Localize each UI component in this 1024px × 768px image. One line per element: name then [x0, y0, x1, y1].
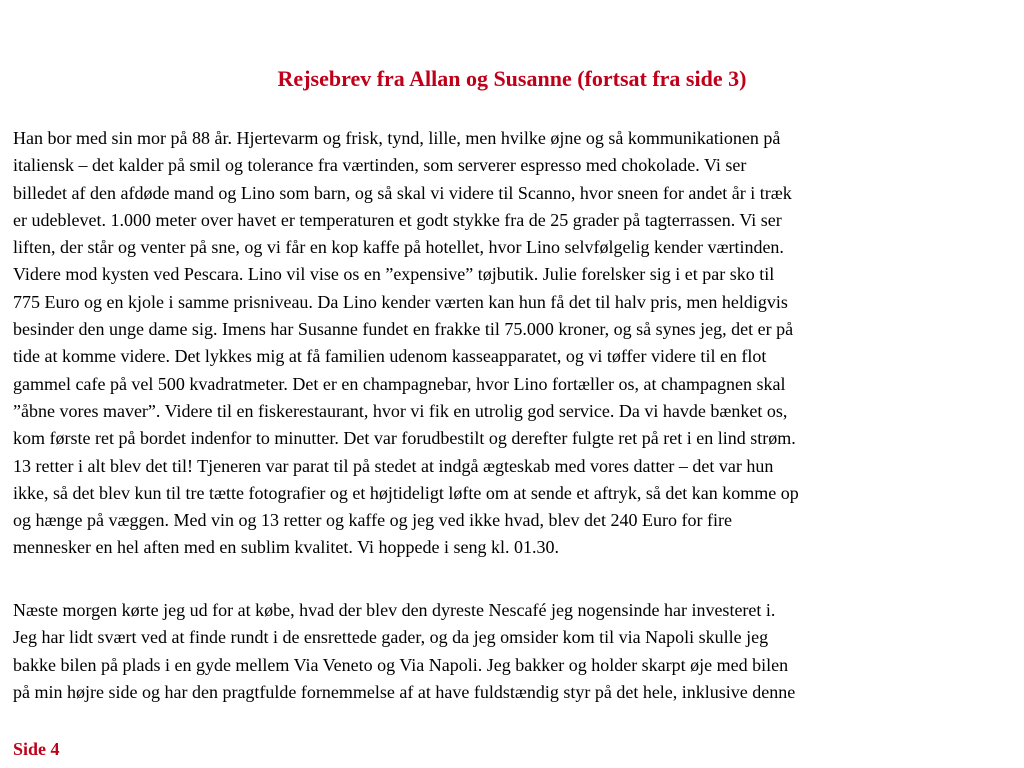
body-paragraph-1: Han bor med sin mor på 88 år. Hjertevarm og frisk, tynd, lille, men hvilke øjne og så kommunikationen på italiensk – det kalder på smil og tolerance fra værtinden, som serverer espresso med chokolade. Vi ser billedet af den afdøde mand og Lino som barn, og så skal vi videre til Scanno, hvor sneen for andet år i træk er udeblevet. 1.000 meter over havet er temperaturen et godt stykke fra de 25 grader på tagterrassen. Vi ser liften, der står og venter på sne, og vi får en kop kaffe på hotellet, hvor Lino selvfølgelig kender værtinden. Videre mod kysten ved Pescara. Lino vil vise os en ”expensive” tøjbutik. Julie forelsker sig i et par sko til 775 Euro og en kjole i samme prisniveau. Da Lino kender værten kan hun få det til halv pris, men heldigvis besinder den unge dame sig. Imens har Susanne fundet en frakke til 75.000 kroner, og så synes jeg, det er på tide at komme videre. Det lykkes mig at få familien udenom kasseapparatet, og vi tøffer videre til en flot gammel cafe på vel 500 kvadratmeter. Det er en champagnebar, hvor Lino fortæller os, at champagnen skal ”åbne vores maver”. Videre til en fiskerestaurant, hvor vi fik en utrolig god service. Da vi havde bænket os, kom første ret på bordet indenfor to minutter. Det var forudbestilt og derefter fulgte ret på ret i en lind strøm. 13 retter i alt blev det til! Tjeneren var parat til på stedet at indgå ægteskab med vores datter – det var hun ikke, så det blev kun til tre tætte fotografier og et højtideligt løfte om at sende et aftryk, så det kan komme op og hænge på væggen. Med vin og 13 retter og kaffe og jeg ved ikke hvad, blev det 240 Euro for fire mennesker en hel aften med en sublim kvalitet. Vi hoppede i seng kl. 01.30. — [13, 128, 799, 558]
body-paragraph-2: Næste morgen kørte jeg ud for at købe, hvad der blev den dyreste Nescafé jeg nogensinde har investeret i. Jeg har lidt svært ved at finde rundt i de ensrettede gader, og da jeg omsider kom til via Napoli skulle jeg bakke bilen på plads i en gyde mellem Via Veneto og Via Napoli. Jeg bakker og holder skarpt øje med bilen på min højre side og har den pragtfulde fornemmelse af at have fuldstændig styr på det hele, inklusive denne — [13, 600, 796, 702]
page-title: Rejsebrev fra Allan og Susanne (fortsat fra side 3) — [277, 66, 747, 91]
page-number: Side 4 — [13, 739, 60, 759]
